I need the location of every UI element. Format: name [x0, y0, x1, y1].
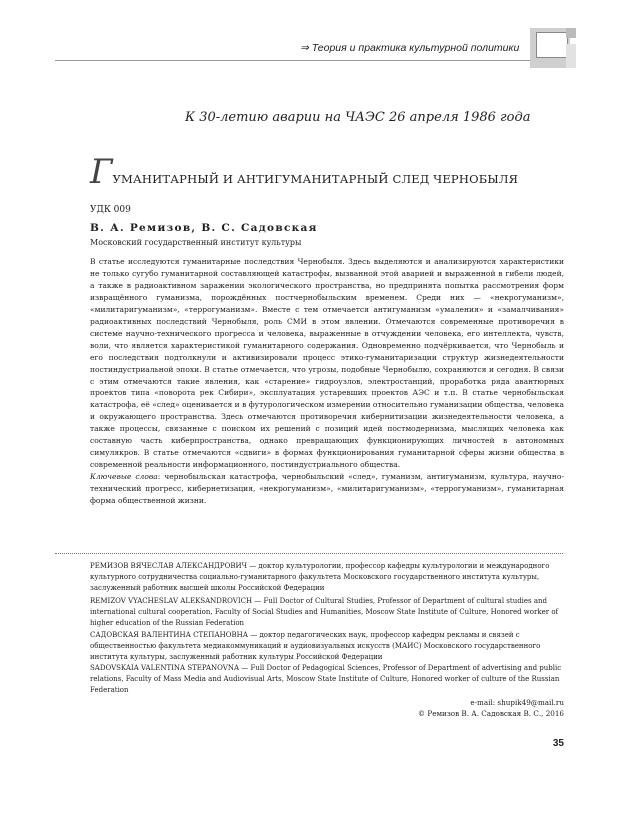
journal-logo-icon: [536, 32, 568, 58]
title-initial: Г: [90, 152, 113, 192]
abstract: [90, 256, 564, 507]
bio-sadovskaya-ru: САДОВСКАЯ ВАЛЕНТИНА СТЕПАНОВНА — доктор педагогических наук, профессор кафедры рекламы и связей с общественностью факультета медиакоммуникаций и аудиовизуальных искусств (МАИС) Московского государственного института культуры, заслуженный работник культуры Российской Федерации: [90, 631, 541, 661]
contact-block: [418, 698, 564, 719]
bio-remizov-en: REMIZOV VYACHESLAV ALEKSANDROVICH — Full Doctor of Cultural Studies, Professor of Department of cultural studies and international cultural cooperation, Faculty of Social Studies and Humanities, Moscow State Institute of Culture, Honored worker of higher education of the Russian Federation: [90, 597, 559, 627]
email: e-mail: shupik49@mail.ru: [470, 698, 564, 707]
dedication: К 30-летию аварии на ЧАЭС 26 апреля 1986 года: [185, 110, 531, 125]
keywords-label: Ключевые слова: [90, 472, 158, 482]
copyright: © Ремизов В. А. Садовская В. С., 2016: [417, 708, 564, 718]
page-number: 35: [552, 738, 564, 749]
bio-remizov-ru: РЕМИЗОВ ВЯЧЕСЛАВ АЛЕКСАНДРОВИЧ — доктор культурологии, профессор кафедры культурологии и международного культурного сотрудничества социально-гуманитарного факультета Московского государственного института культуры, заслуженный работник высшей школы Российской Федерации: [90, 562, 550, 592]
logo-corner: [566, 28, 576, 38]
logo-corner-lower: [566, 44, 576, 68]
udk-code: УДК 009: [90, 205, 131, 215]
affiliation: Московский государственный институт культуры: [90, 238, 302, 247]
separator: [55, 553, 563, 554]
keywords-text: : чернобыльская катастрофа, чернобыльский «след», гуманизм, антигуманизм, культура, научно-технический прогресс, кибернетизация, «некрогуманизм», «милитаригуманизм», «террогуманизм», гуманитарная форма общественной жизни.: [90, 472, 564, 506]
title-text: УМАНИТАРНЫЙ И АНТИГУМАНИТАРНЫЙ СЛЕД ЧЕРНОБЫЛЯ: [112, 172, 519, 186]
header-rule: [55, 60, 563, 61]
keywords: [90, 471, 564, 507]
abstract-text: В статье исследуются гуманитарные последствия Чернобыля. Здесь выделяются и анализируются характеристики не только сугубо гуманитарной составляющей катастрофы, вызванной этой аварией и выраженной в гибели людей, а также в радиоактивном заражении экологического пространства, но предпринята попытка рассмотрения форм извращённого гуманизма, порождённых постчернобыльским временем. Среди них — «некрогуманизм», «милитаригуманизм», «террогуманизм». Вместе с тем отмечается антигуманизм «умаления» и «замалчивания» радиоактивных последствий Чернобыля, роль СМИ в этом явлении. Отмечаются современные противоречия в системе научно-технического прогресса и человека, выраженные в отчуждении человека, его интеллекта, чувств, воли, что является характеристикой гуманитарного содержания. Одновременно подчёркивается, что Чернобыль и его последствия подтолкнули и активизировали процесс этико-гуманитаризации структур жизнедеятельности постиндустриальной эпохи. В статье отмечается, что угрозы, подобные Чернобылю, сохраняются и сегодня. В связи с этим отмечаются такие явления, как «старение» гидроузлов, электростанций, проработка ряда авантюрных проектов типа «поворота рек Сибири», эксплуатация устаревших проектов АЭС и т.п. В статье чернобыльская катастрофа, её «след» оценивается и в футурологическом измерении относительно гуманизации общества, человека и окружающего пространства. Здесь отмечаются противоречия кибернитизации жизнедеятельности человека, а также процессы, связанные с поиском их решений с позиций идей постмодернизма, мыслящих человека как составную часть киберпространства, однако превращающих функционирующих личностей в автономных симулякров. В статье отмечаются «сдвиги» в формах функционирования гуманитарной сферы жизни общества в современной реальности информационного, постиндустриального общества.: [90, 257, 564, 470]
authors: В. А. Ремизов, В. С. Садовская: [90, 222, 318, 234]
article-title: [90, 152, 518, 192]
bio-sadovskaya-en: SADOVSKAIA VALENTINA STEPANOVNA — Full Doctor of Pedagogical Sciences, Professor of Department of advertising and public relations, Faculty of Mass Media and Audiovisual Arts, Moscow State Institute of Culture, Honored worker of culture of the Russian Federation: [90, 664, 562, 694]
running-header: ⇒ Теория и практика культурной политики: [300, 42, 520, 54]
